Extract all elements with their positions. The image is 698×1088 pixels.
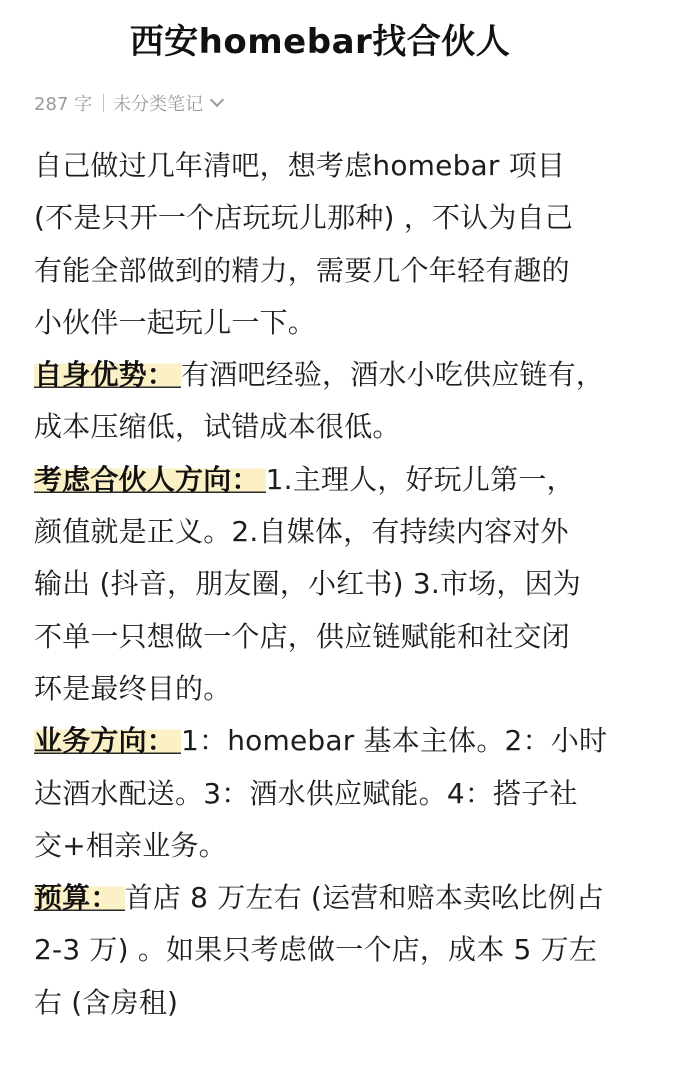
highlight-label: 业务方向： — [34, 724, 181, 757]
chevron-down-icon — [210, 93, 224, 107]
category-selector[interactable] — [113, 90, 222, 116]
body-line: (不是只开一个店玩玩儿那种) ，不认为自己 — [34, 201, 573, 235]
body-line: 自身优势： 有酒吧经验，酒水小吃供应链有， — [34, 358, 605, 392]
body-line: 不单一只想做一个店，供应链赋能和社交闭 — [34, 619, 570, 653]
body-line: 有能全部做到的精力，需要几个年轻有趣的 — [34, 253, 570, 287]
body-line: 小伙伴一起玩儿一下。 — [34, 305, 317, 339]
highlight-label: 预算： — [34, 881, 125, 914]
highlight-label: 自身优势： — [34, 358, 181, 391]
word-count: 287 字 — [34, 94, 93, 115]
body-line: 成本压缩低，试错成本很低。 — [34, 410, 401, 444]
category-label: 未分类笔记 — [113, 94, 204, 115]
body-line: 考虑合伙人方向： 1.主理人，好玩儿第一， — [34, 462, 575, 496]
body-line: 交+相亲业务。 — [34, 828, 227, 862]
body-line: 自己做过几年清吧，想考虑homebar 项目 — [34, 149, 566, 182]
body-line: 2-3 万) 。如果只考虑做一个店，成本 5 万左 — [34, 933, 598, 967]
body-line: 右 (含房租) — [34, 985, 179, 1019]
body-line: 达酒水配送。3：酒水供应赋能。4：搭子社 — [34, 776, 578, 810]
body-line: 环是最终目的。 — [34, 671, 232, 705]
note-body — [34, 140, 674, 1029]
body-line: 颜值就是正义。2.自媒体，有持续内容对外 — [34, 515, 569, 549]
note-meta — [34, 88, 222, 118]
body-line: 业务方向： 1：homebar 基本主体。2：小时 — [34, 724, 608, 758]
meta-divider — [103, 94, 104, 112]
body-line: 预算： 首店 8 万左右 (运营和赔本卖吆比例占 — [34, 881, 605, 915]
body-line: 输出 (抖音，朋友圈，小红书) 3.市场，因为 — [34, 567, 581, 601]
note-title: 西安homebar找合伙人 — [129, 22, 511, 62]
highlight-label: 考虑合伙人方向： — [34, 463, 266, 496]
